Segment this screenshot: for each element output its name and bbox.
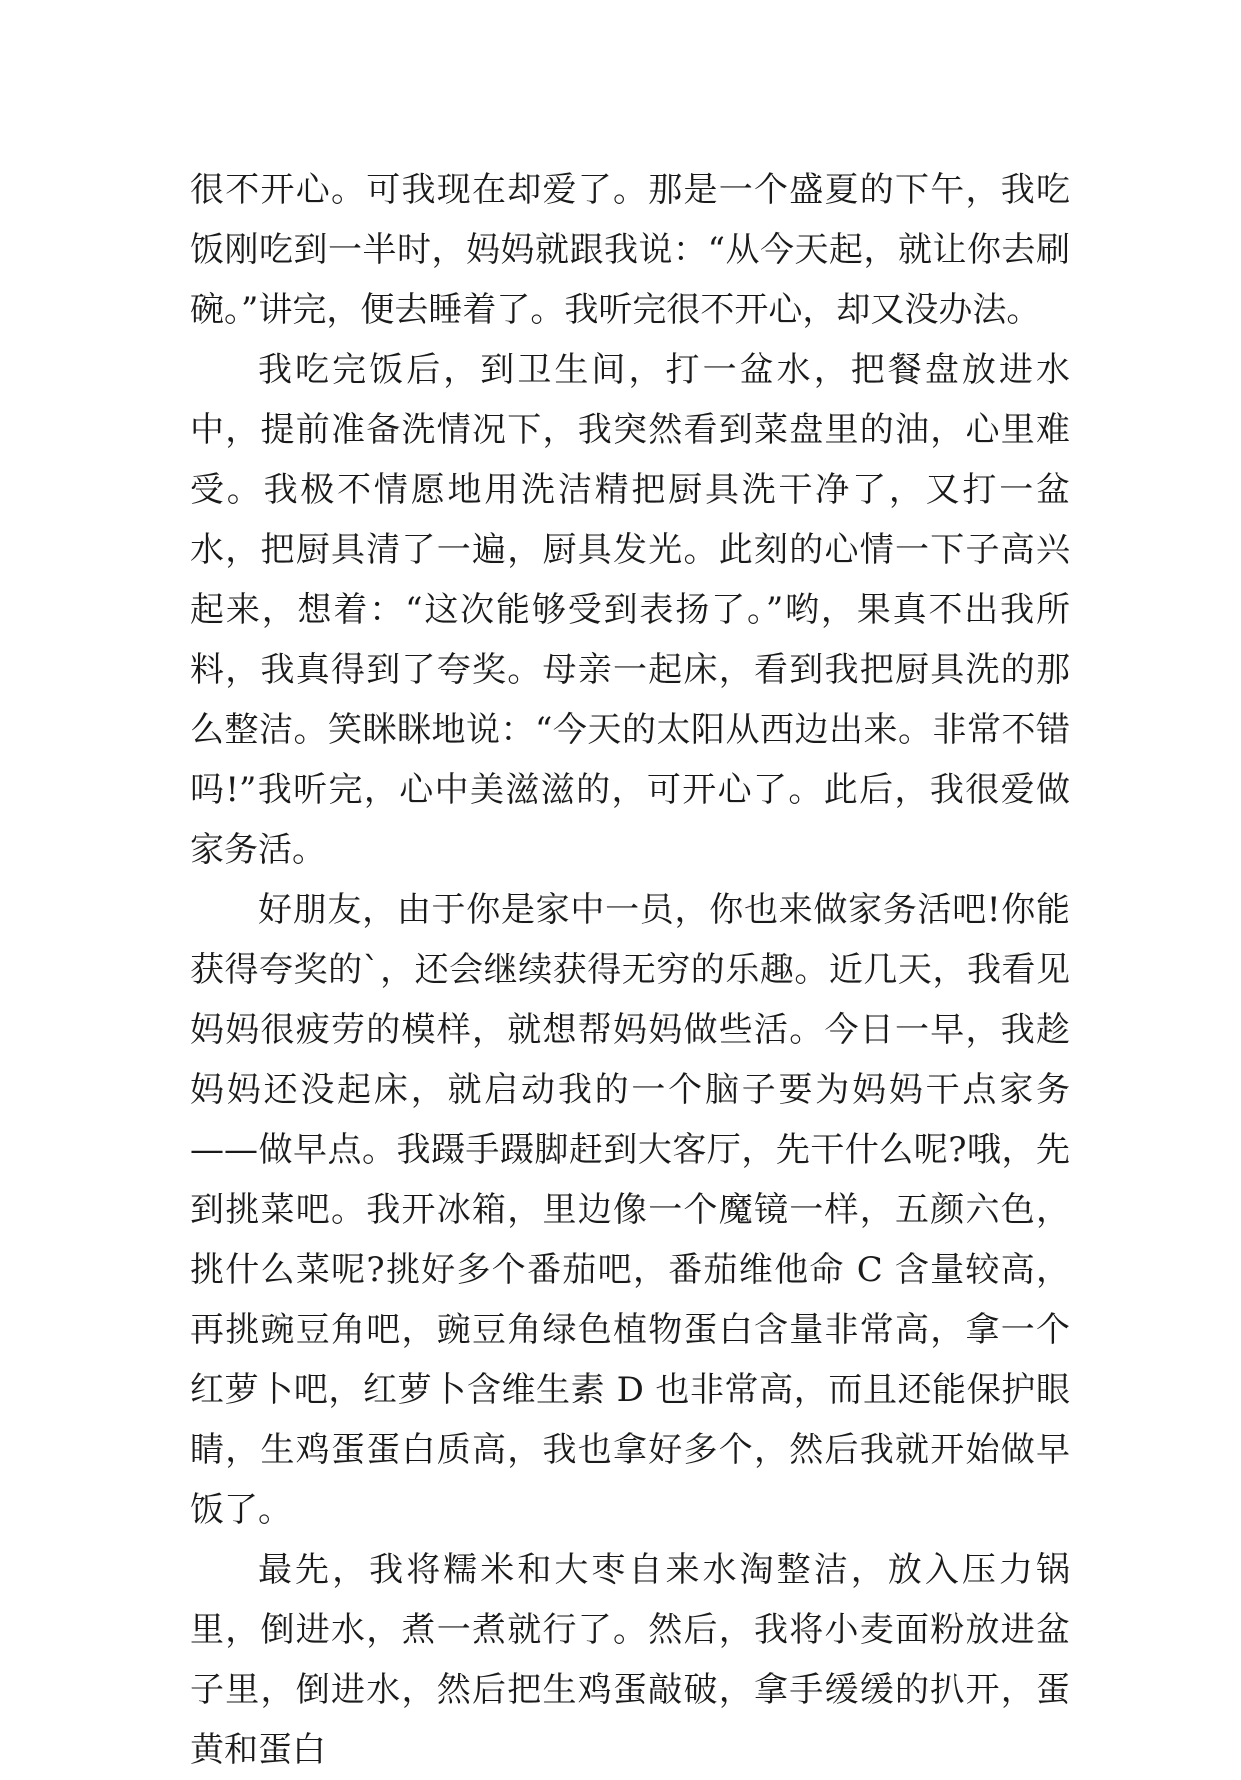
paragraph-1: 很不开心。可我现在却爱了。那是一个盛夏的下午，我吃饭刚吃到一半时，妈妈就跟我说：“从今天起，就让你去刷碗。”讲完，便去睡着了。我听完很不开心，却又没办法。 [190, 170, 1070, 330]
paragraph-3: 好朋友，由于你是家中一员，你也来做家务活吧!你能获得夸奖的`，还会继续获得无穷的乐趣。近几天，我看见妈妈很疲劳的模样，就想帮妈妈做些活。今日一早，我趁妈妈还没起床，就启动我的一个脑子要为妈妈干点家务——做早点。我蹑手蹑脚赶到大客厅，先干什么呢?哦，先到挑菜吧。我开冰箱，里边像一个魔镜一样，五颜六色，挑什么菜呢?挑好多个番茄吧，番茄维他命 C 含量较高，再挑豌豆角吧，豌豆角绿色植物蛋白含量非常高，拿一个红萝卜吧，红萝卜含维生素 D 也非常高，而且还能保护眼睛，生鸡蛋蛋白质高，我也拿好多个，然后我就开始做早饭了。 [190, 890, 1070, 1530]
paragraph-2: 我吃完饭后，到卫生间，打一盆水，把餐盘放进水中，提前准备洗情况下，我突然看到菜盘里的油，心里难受。我极不情愿地用洗洁精把厨具洗干净了，又打一盆水，把厨具清了一遍，厨具发光。此刻的心情一下子高兴起来，想着：“这次能够受到表扬了。”哟，果真不出我所料，我真得到了夸奖。母亲一起床，看到我把厨具洗的那么整洁。笑眯眯地说：“今天的太阳从西边出来。非常不错吗!”我听完，心中美滋滋的，可开心了。此后，我很爱做家务活。 [190, 350, 1070, 870]
document-body [190, 160, 1070, 1780]
paragraph-4: 最先，我将糯米和大枣自来水淘整洁，放入压力锅里，倒进水，煮一煮就行了。然后，我将小麦面粉放进盆子里，倒进水，然后把生鸡蛋敲破，拿手缓缓的扒开，蛋黄和蛋白 [190, 1550, 1070, 1770]
